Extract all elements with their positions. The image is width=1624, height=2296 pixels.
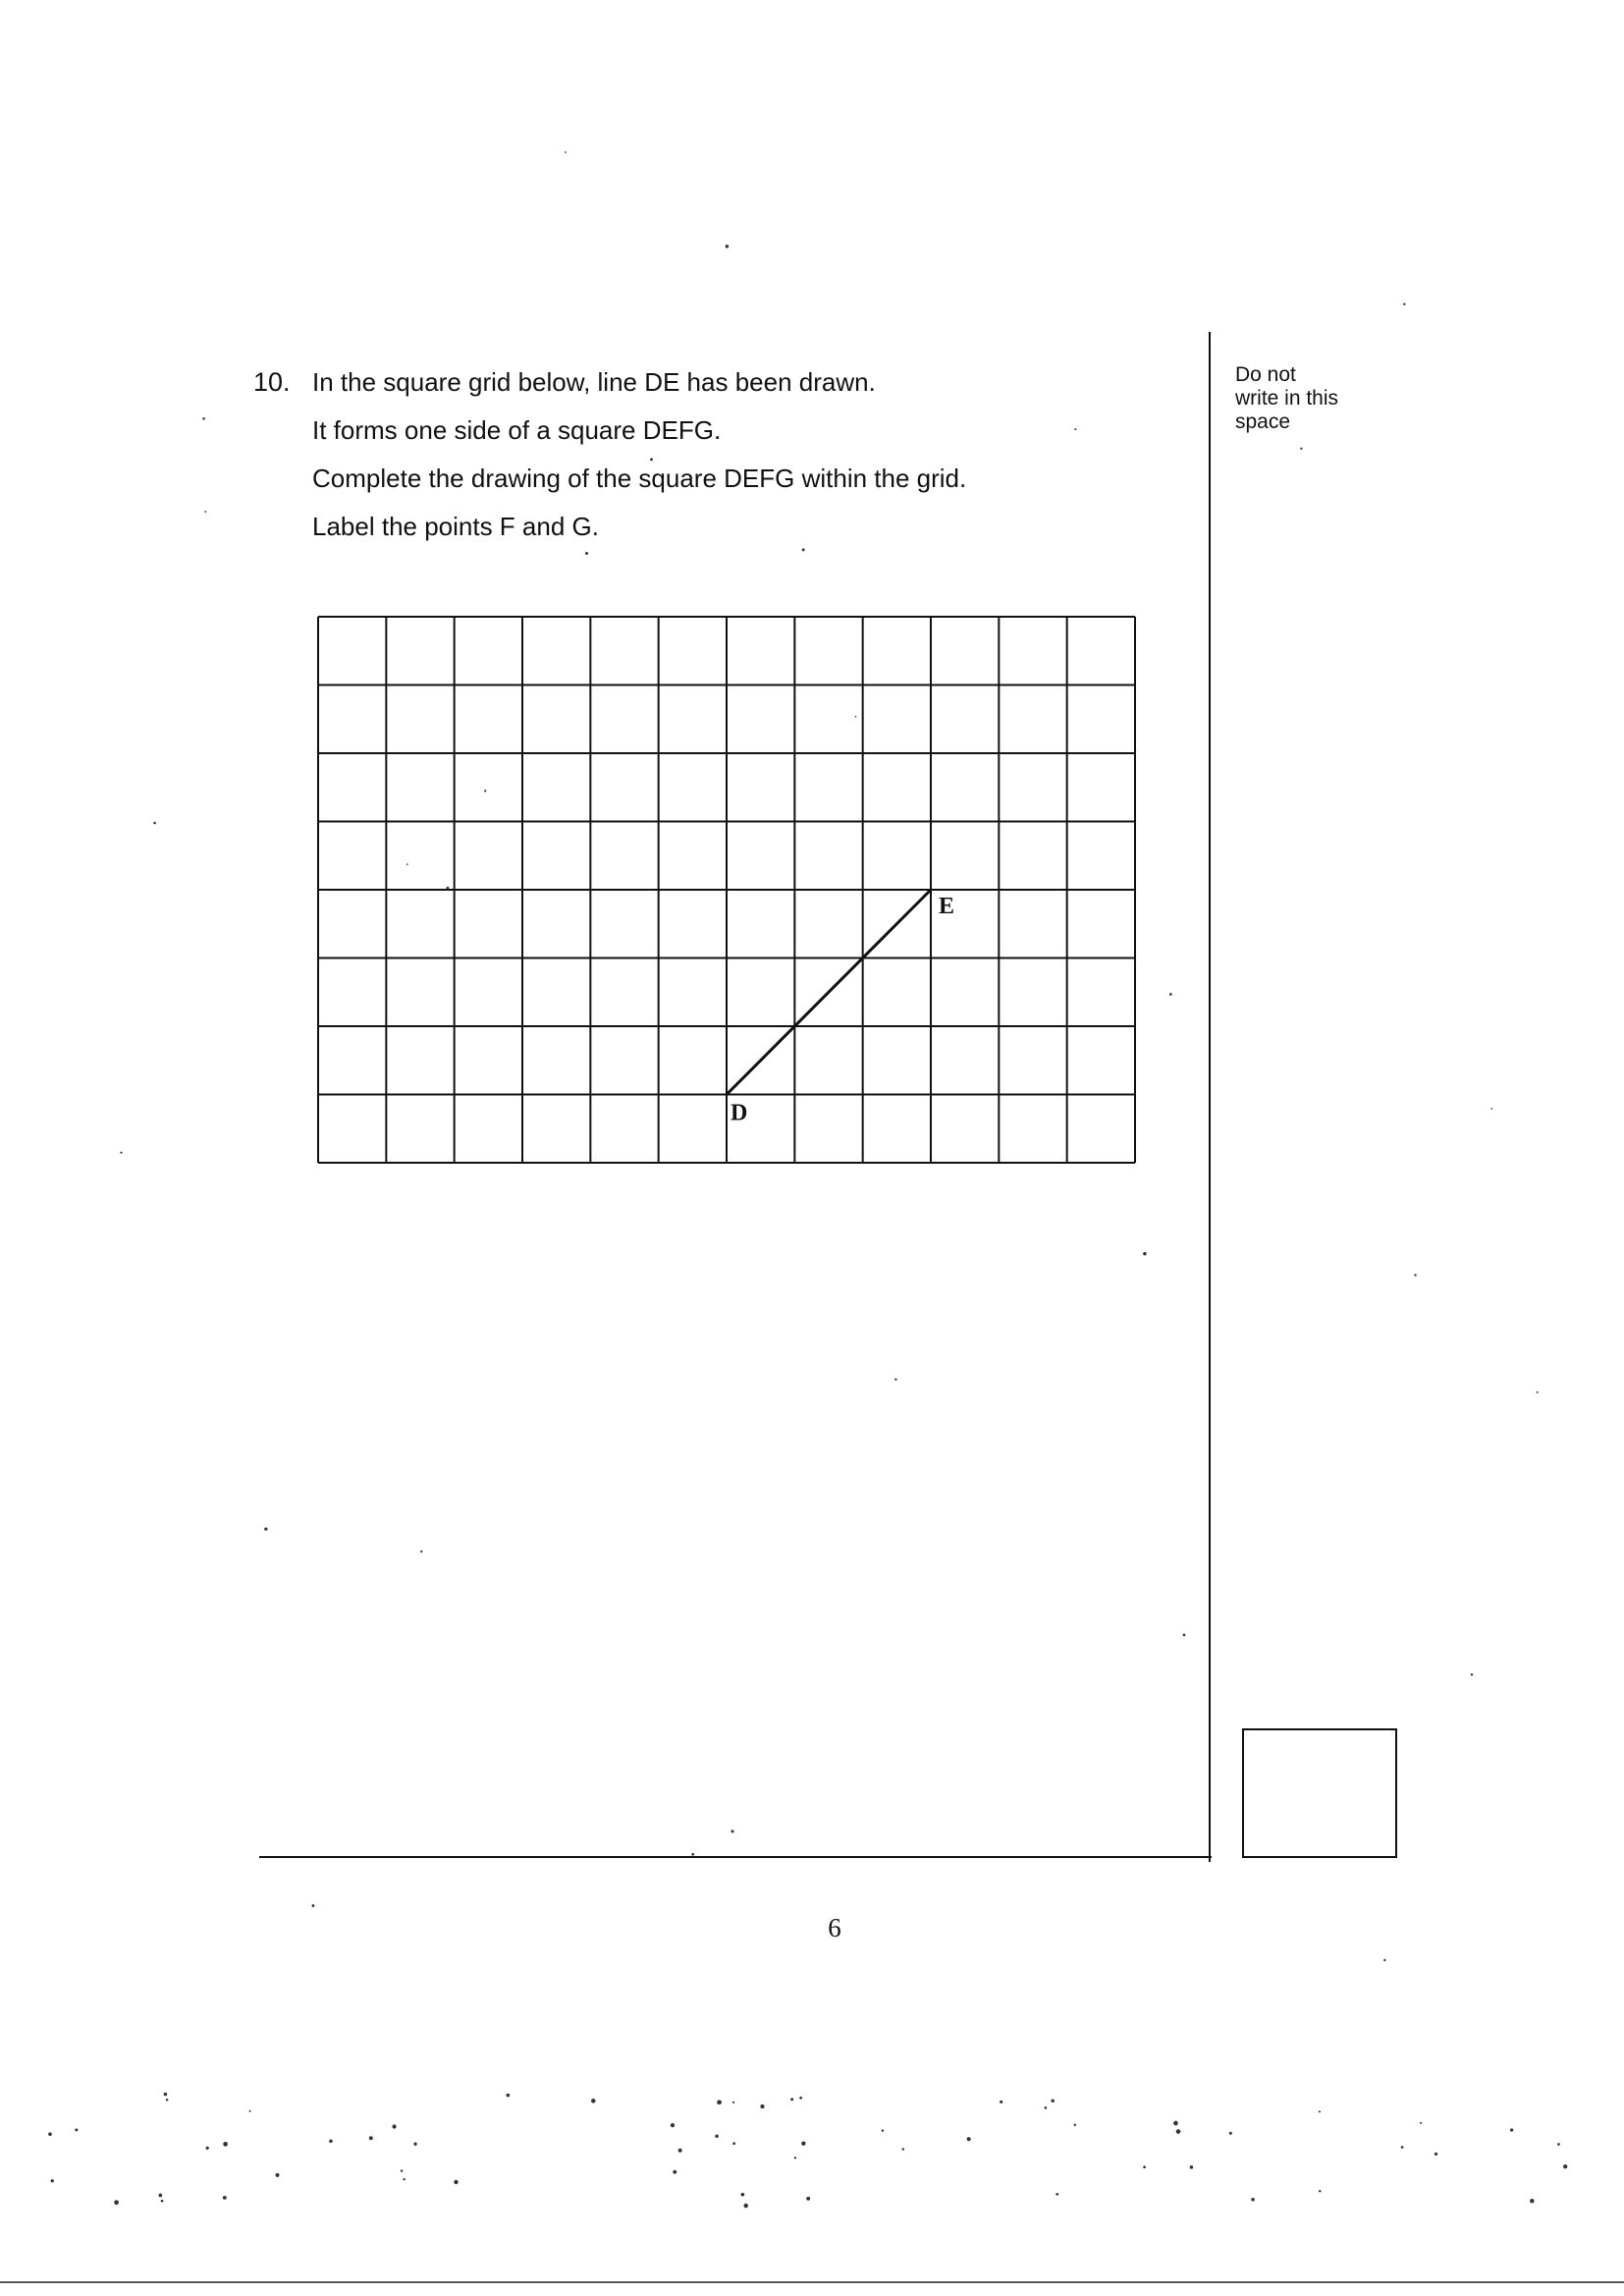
speckle-dot [715,2135,719,2139]
speckle-dot [413,2142,416,2145]
speckle-dot [506,2094,510,2098]
speckle-dot [1401,2146,1404,2149]
speckle-dot [264,1527,267,1530]
speckle-dot [673,2170,677,2174]
speckle-dot [114,2200,119,2205]
question-text-line-2: It forms one side of a square DEFG. [312,415,722,445]
speckle-dot [249,2110,251,2112]
speckle-dot [1176,2129,1181,2134]
speckle-dot [403,2178,405,2180]
speckle-dot [565,151,567,153]
speckle-dot [1403,302,1405,304]
speckle-dot [799,2097,802,2100]
speckle-dot [1471,1673,1473,1675]
speckle-dot [1563,2164,1567,2168]
speckle-dot [454,2180,458,2184]
speckle-dot [1000,2101,1002,2104]
speckle-dot [732,2102,734,2104]
speckle-dot [806,2197,810,2201]
speckle-dot [1490,1108,1492,1110]
speckle-dot [902,2148,904,2150]
speckle-dot [882,2129,884,2131]
speckle-dot [223,2142,228,2147]
speckle-dot [591,2099,595,2103]
speckle-dot [1143,2165,1146,2168]
margin-note-line-1: Do not [1235,363,1296,386]
question-text-line-1: In the square grid below, line DE has been drawn. [312,367,876,397]
speckle-dot [1319,2110,1321,2112]
square-grid[interactable] [314,613,1151,1175]
question-text-line-3: Complete the drawing of the square DEFG within the grid. [312,464,967,493]
page-number: 6 [828,1913,841,1942]
question-text-line-4: Label the points F and G. [312,512,599,541]
speckle-dot [1229,2132,1232,2135]
speckle-dot [204,511,206,513]
speckle-dot [1251,2198,1255,2202]
speckle-dot [760,2105,764,2108]
speckle-dot [401,2169,403,2171]
speckle-dot [223,2196,227,2200]
speckle-dot [120,1152,122,1154]
speckle-dot [51,2179,54,2182]
speckle-dot [276,2173,280,2177]
speckle-dot [801,2141,805,2145]
bottom-rule-horizontal [259,1856,1212,1858]
grid-lines [318,617,1135,1163]
margin-note-line-2: write in this [1235,387,1339,410]
speckle-dot [790,2098,793,2101]
speckle-dot [585,552,588,555]
speckle-dot [369,2136,373,2140]
speckle-dot [732,2142,735,2145]
scan-edge-line [0,2281,1624,2283]
line-segment-de [727,890,931,1095]
speckle-dot [1169,993,1172,996]
speckle-dot [1383,1959,1385,1961]
speckle-dot [1420,2122,1422,2124]
speckle-dot [741,2193,745,2197]
speckle-dot [392,2124,396,2128]
speckle-dot [1300,448,1302,450]
speckle-dot [678,2149,682,2153]
speckle-dot [1143,1252,1147,1256]
speckle-dot [161,2200,164,2203]
speckle-dot [802,548,805,551]
speckle-dot [329,2140,333,2144]
point-label-e: E [939,894,955,919]
speckle-dot [1074,428,1076,430]
speckle-dot [717,2100,722,2105]
speckle-dot [794,2157,796,2159]
speckle-dot [312,1904,315,1907]
speckle-dot [1051,2099,1054,2102]
mark-box [1242,1728,1397,1858]
speckle-dot [159,2194,163,2198]
speckle-dot [1510,2128,1513,2131]
speckle-dot [726,245,730,248]
speckle-dot [164,2093,168,2097]
speckle-dot [1557,2143,1560,2146]
speckle-dot [1056,2193,1058,2196]
speckle-dot [1537,1392,1539,1394]
speckle-dot [671,2123,675,2127]
speckle-dot [1414,1274,1416,1276]
margin-rule-vertical [1209,332,1211,1862]
speckle-dot [1074,2123,1076,2125]
speckle-dot [48,2132,52,2136]
speckle-dot [743,2204,747,2208]
speckle-dot [166,2099,169,2102]
speckle-dot [202,417,205,420]
point-label-d: D [731,1100,748,1126]
speckle-dot [153,822,156,825]
speckle-dot [1435,2153,1437,2156]
speckle-dot [1530,2199,1534,2203]
speckle-dot [1183,1634,1186,1637]
margin-note-line-3: space [1235,410,1291,433]
speckle-dot [75,2128,78,2131]
speckle-dot [1173,2121,1178,2126]
speckle-dot [731,1830,733,1832]
speckle-dot [1319,2190,1321,2192]
speckle-dot [1045,2106,1048,2109]
speckle-dot [420,1551,422,1553]
speckle-dot [650,458,653,461]
question-number: 10. [253,367,291,397]
speckle-dot [967,2137,971,2141]
speckle-dot [1190,2165,1194,2169]
margin-note [1235,363,1382,434]
speckle-dot [894,1378,896,1380]
speckle-dot [206,2147,209,2150]
